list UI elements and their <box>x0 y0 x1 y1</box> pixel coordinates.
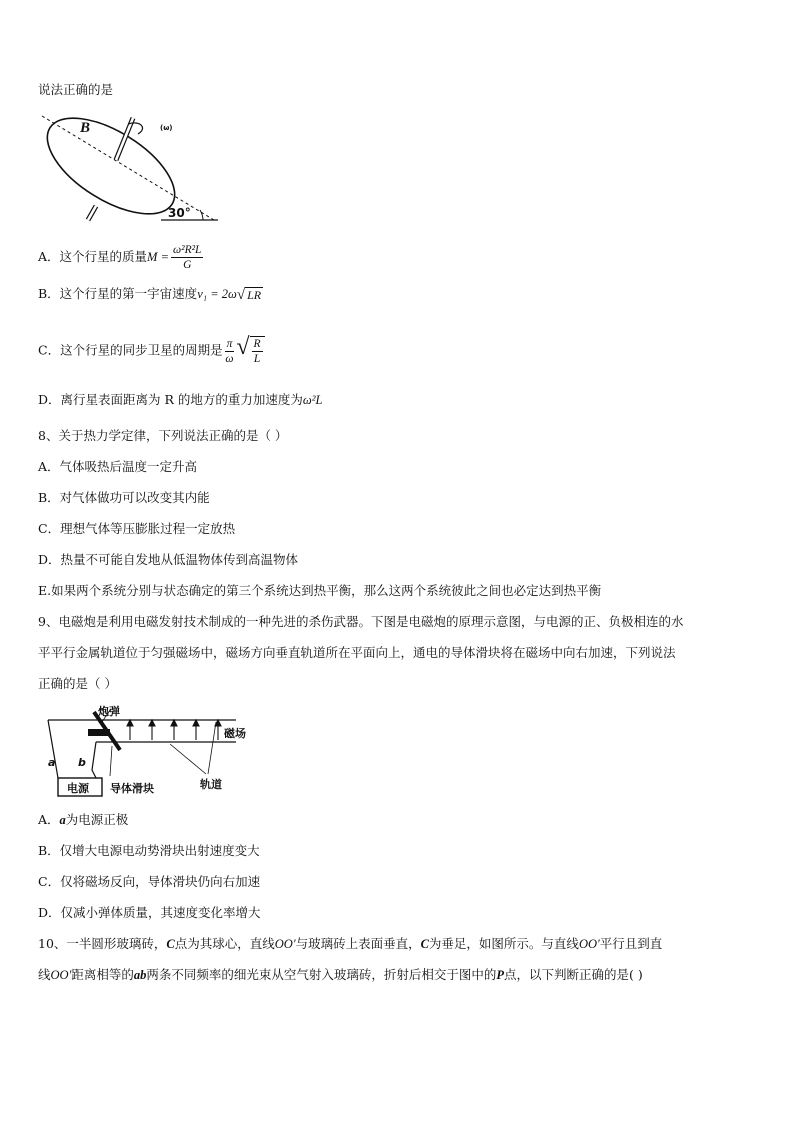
wire-b <box>92 742 96 778</box>
angle-arc <box>200 210 203 220</box>
q10-stem-line2: 线OO′距离相等的ab两条不同频率的细光束从空气射入玻璃砖，折射后相交于图中的P点，以下判断正确的是( ) <box>38 967 643 982</box>
wire-a-label: a <box>48 756 56 769</box>
slider-label: 导体滑块 <box>110 782 154 795</box>
omega-label: (ω) <box>160 124 173 132</box>
q7-option-c: C．这个行星的同步卫星的周期是 $\frac{\pi}{\omega}$ √ $\frac{R}{L}$ <box>38 336 265 366</box>
planet-figure <box>36 108 226 226</box>
q8-option-a: A．气体吸热后温度一定升高 <box>38 459 198 474</box>
rail-leader-1 <box>170 744 206 774</box>
q8-option-e: E.如果两个系统分别与状态确定的第三个系统达到热平衡，那么这两个系统彼此之间也必定达到热平衡 <box>38 583 602 598</box>
source-label: 电源 <box>67 782 89 795</box>
intro-text: 说法正确的是 <box>38 82 114 97</box>
angle-30-label: 30° <box>168 206 191 220</box>
pi-over-omega: $\frac{\pi}{\omega}$ <box>225 337 234 365</box>
shell-label: 炮弹 <box>98 705 120 718</box>
wire-a <box>48 720 58 778</box>
q7-option-b: B．这个行星的第一宇宙速度v₁ = 2ω√ LR <box>38 286 262 303</box>
q8-option-b: B．对气体做功可以改变其内能 <box>38 490 210 505</box>
field-arrows <box>127 720 221 740</box>
field-label: 磁场 <box>224 727 246 740</box>
q7-option-d: D．离行星表面距离为 R 的地方的重力加速度为ω²L <box>38 392 323 407</box>
slider-leader <box>110 746 112 776</box>
wire-b-label: b <box>78 756 86 769</box>
q9-option-c: C．仅将磁场反向，导体滑块仍向右加速 <box>38 874 261 889</box>
q9-option-a: A．a为电源正极 <box>38 812 129 827</box>
sqrt-r-over-l: √ $\frac{R}{L}$ <box>236 336 264 366</box>
q10-stem-line1: 10、一半圆形玻璃砖，C点为其球心，直线OO′与玻璃砖上表面垂直，C为垂足，如图所示。与直线OO′平行且到直 <box>38 936 663 951</box>
q8-option-d: D．热量不可能自发地从低温物体传到高温物体 <box>38 552 299 567</box>
rail-label: 轨道 <box>200 778 222 791</box>
q9-option-b: B．仅增大电源电动势滑块出射速度变大 <box>38 843 260 858</box>
q8-stem: 8、关于热力学定律，下列说法正确的是（ ） <box>38 428 288 443</box>
q9-stem-line3: 正确的是（ ） <box>38 676 117 691</box>
rail-leader-2 <box>208 722 216 774</box>
sqrt-lr: √ LR <box>236 286 262 303</box>
field-b-label: B <box>80 120 91 136</box>
q9-stem-line2: 平平行金属轨道位于匀强磁场中，磁场方向垂直轨道所在平面向上，通电的导体滑块将在磁场中向右加速，下列说法 <box>38 645 676 660</box>
mass-fraction: $\frac{\text{ω²R²L}}{G}$ <box>173 244 202 271</box>
q9-stem-line1: 9、电磁炮是利用电磁发射技术制成的一种先进的杀伤武器。下图是电磁炮的原理示意图，与电源的正、负极相连的水 <box>38 614 684 629</box>
shell-block <box>88 729 110 736</box>
railgun-figure <box>40 702 260 798</box>
q7-option-a: A．这个行星的质量M = $\frac{\text{ω²R²L}}{G}$ <box>38 244 202 271</box>
q8-option-c: C．理想气体等压膨胀过程一定放热 <box>38 521 236 536</box>
q9-option-d: D．仅减小弹体质量，其速度变化率增大 <box>38 905 261 920</box>
planet-diagram <box>36 108 226 226</box>
